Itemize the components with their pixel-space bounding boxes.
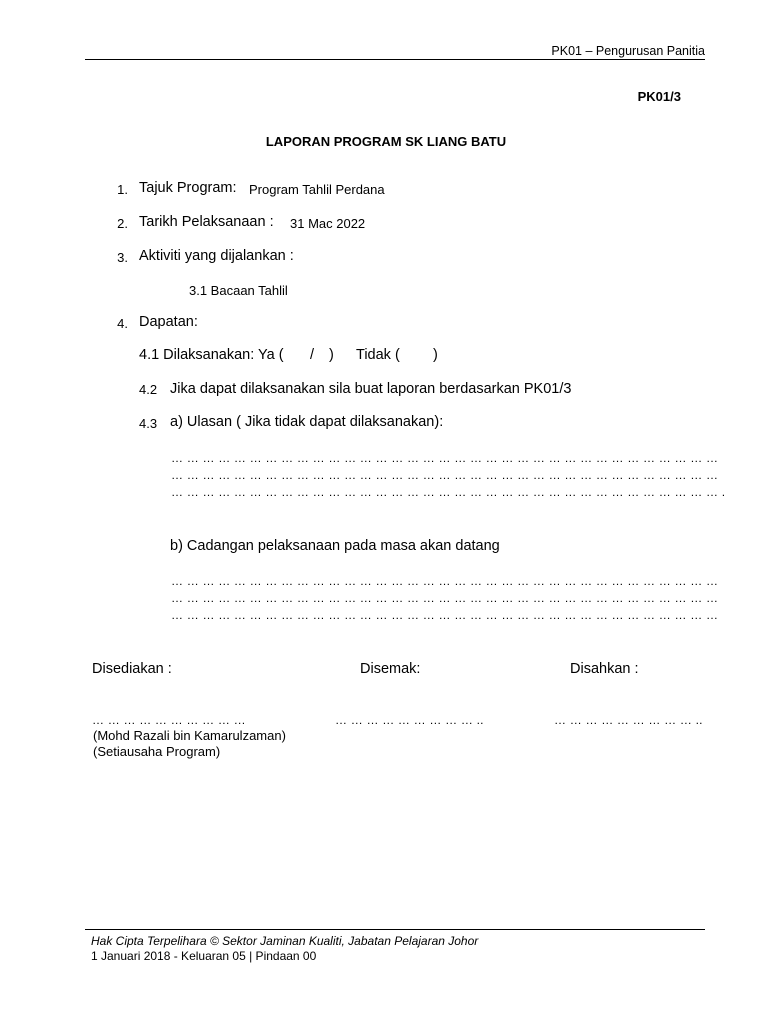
page-title: LAPORAN PROGRAM SK LIANG BATU [265,134,507,149]
footer-copyright: Hak Cipta Terpelihara © Sektor Jaminan Kualiti, Jabatan Pelajaran Johor [91,934,479,948]
preparer-name: (Mohd Razali bin Kamarulzaman) [93,728,286,743]
dilaksanakan-ya-label: 4.1 Dilaksanakan: Ya ( [139,347,284,363]
disediakan-label: Disediakan : [92,661,172,677]
cadangan-dot-line-1: … … … … … … … … … … … … … … … … … … … … … … … … … … … … … … … … … … … [171,574,719,588]
disahkan-label: Disahkan : [570,661,639,677]
disahkan-signature-line: … … … … … … … … … .. [554,713,703,727]
item-4-3-number: 4.3 [139,416,158,431]
dilaksanakan-ya-close: ) [329,347,334,363]
item-2-number: 2. [117,216,128,231]
item-4-2-text: Jika dapat dilaksanakan sila buat laporan berdasarkan PK01/3 [170,381,572,397]
header-rule [85,59,705,60]
cadangan-dot-line-2: … … … … … … … … … … … … … … … … … … … … … … … … … … … … … … … … … … … [171,591,719,605]
header-doc-ref: PK01 – Pengurusan Panitia [551,44,705,58]
item-4-number: 4. [117,316,128,331]
item-2-label: Tarikh Pelaksanaan : [139,214,274,230]
footer-date-line: 1 Januari 2018 - Keluaran 05 | Pindaan 00 [91,949,317,963]
item-1-number: 1. [117,182,128,197]
footer-rule [85,929,705,930]
item-1-label: Tajuk Program: [139,180,237,196]
dilaksanakan-tidak-label: Tidak ( [356,347,400,363]
ulasan-dot-line-3: … … … … … … … … … … … … … … … … … … … … … … … … … … … … … … … … … … … . [171,485,726,499]
preparer-role: (Setiausaha Program) [93,744,221,759]
cadangan-dot-line-3: … … … … … … … … … … … … … … … … … … … … … … … … … … … … … … … … … … … [171,608,719,622]
disemak-label: Disemak: [360,661,421,677]
disediakan-signature-line: … … … … … … … … … … [92,713,246,727]
dilaksanakan-tidak-close: ) [433,347,438,363]
item-3-label: Aktiviti yang dijalankan : [139,248,294,264]
form-code: PK01/3 [637,89,681,104]
ulasan-dot-line-2: … … … … … … … … … … … … … … … … … … … … … … … … … … … … … … … … … … … [171,468,719,482]
cadangan-label: b) Cadangan pelaksanaan pada masa akan datang [170,538,500,554]
item-4-label: Dapatan: [139,314,198,330]
dilaksanakan-ya-mark: / [310,347,315,363]
ulasan-label: a) Ulasan ( Jika tidak dapat dilaksanakan): [170,414,444,430]
disemak-signature-line: … … … … … … … … … .. [335,713,484,727]
item-3-number: 3. [117,250,128,265]
item-3-sub-activity: 3.1 Bacaan Tahlil [189,283,288,298]
ulasan-dot-line-1: … … … … … … … … … … … … … … … … … … … … … … … … … … … … … … … … … … … [171,451,719,465]
item-2-value: 31 Mac 2022 [290,216,366,231]
item-1-value: Program Tahlil Perdana [249,182,385,197]
item-4-2-number: 4.2 [139,382,158,397]
